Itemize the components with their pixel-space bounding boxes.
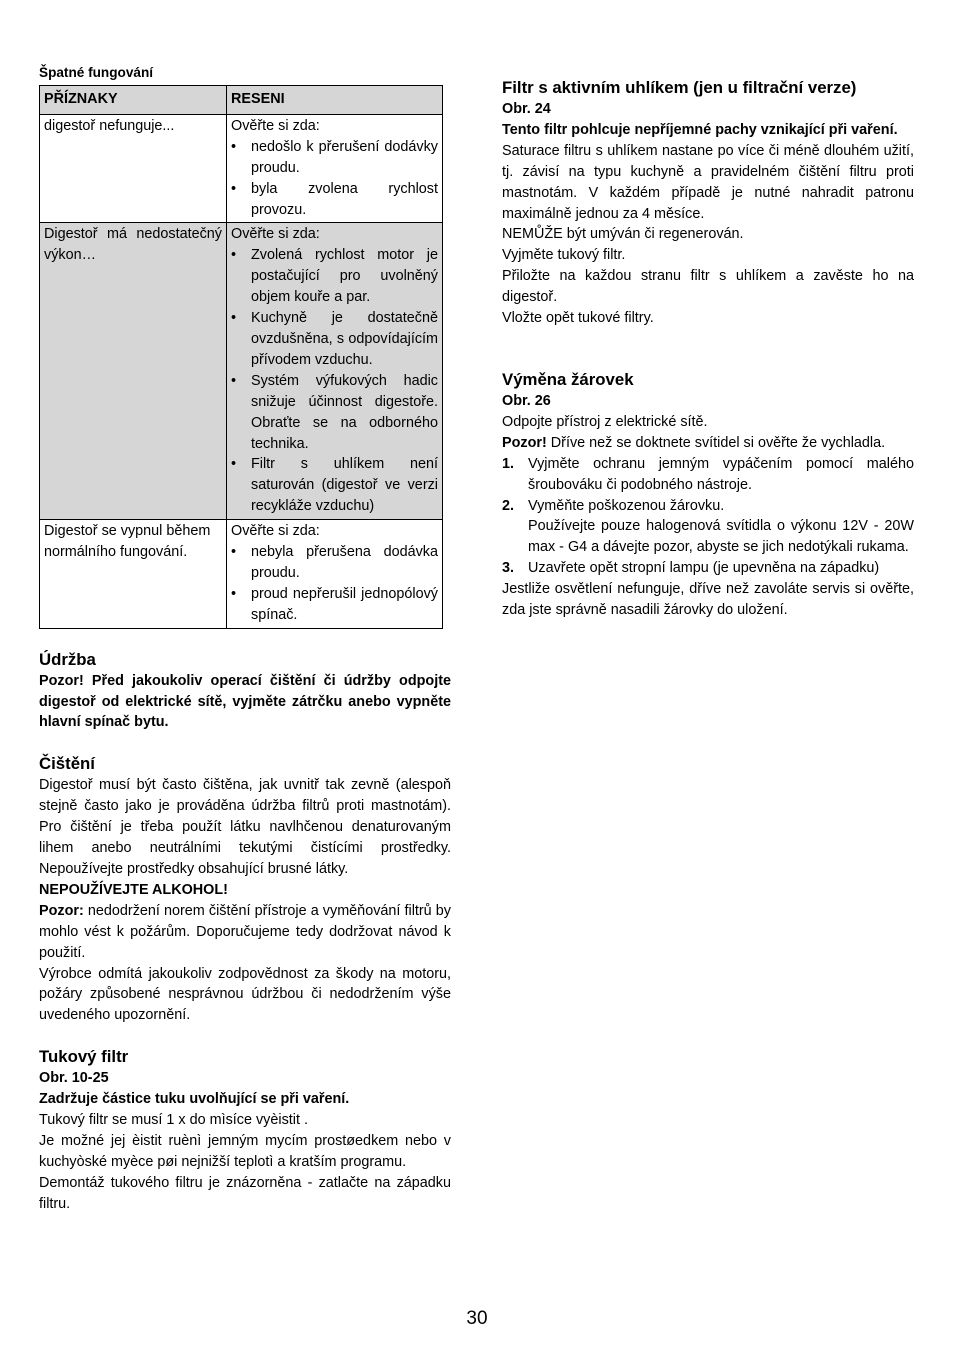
list-item: • byla zvolena rychlost provozu. [231,179,438,221]
solution-intro: Ověřte si zda: [231,117,320,134]
grease-filter-p3: Demontáž tukového filtru je znázorněna - zatlačte na západku filtru. [39,1174,451,1212]
solution-intro: Ověřte si zda: [231,523,320,540]
solution-cell [227,114,443,223]
table-header-row [40,85,443,114]
list-item: • proud nepřerušil jednopólový spínač. [231,584,438,626]
cleaning-caution [39,901,451,964]
bulbs-p1: Odpojte přístroj z elektrické sítě. [502,413,708,430]
step-extra: Používejte pouze halogenová svítidla o výkonu 12V - 20W max - G4 a dávejte pozor, abyste se jich nedotýkali rukama. [528,518,914,556]
list-item: • nebyla přerušena dodávka proudu. [231,542,438,584]
grease-filter-p1: Tukový filtr se musí 1 x do mìsíce vyèistit . [39,1112,308,1129]
list-item [502,558,914,579]
grease-filter-heading: Tukový filtr [39,1047,129,1067]
list-item [502,454,914,496]
solution-list [231,245,438,517]
maintenance-heading: Údržba [39,649,96,669]
bulbs-final: Jestliže osvětlení nefunguje, dříve než zavoláte servis si ověřte, zda jste správně nasadili žárovky do uložení. [502,581,914,619]
list-item: • Kuchyně je dostatečně ovzdušněna, s odpovídajícím přívodem vzduchu. [231,308,438,371]
carbon-filter-lead: Tento filtr pohlcuje nepříjemné pachy vznikající při vaření. [502,121,898,138]
carbon-filter-p1: Saturace filtru s uhlíkem nastane po více či méně dlouhém užití, tj. závisí na typu kuchyně a pravidelném čištění filtru proti mastnotám. V každém případě je nutné nahradit patronu maximálně jednou za 4 měsíce. [502,142,914,222]
solutions-header: RESENI [227,85,443,114]
table-row [40,520,443,629]
solution-list [231,542,438,626]
list-item: • Systém výfukových hadic snižuje účinnost digestoře. Obraťte se na odborného technika. [231,371,438,455]
table-row [40,223,443,520]
caution-label: Pozor: [39,902,84,919]
no-alcohol-warning: NEPOUŽÍVEJTE ALKOHOL! [39,881,228,898]
list-item: • nedošlo k přerušení dodávky proudu. [231,137,438,179]
solution-cell [227,520,443,629]
carbon-filter-heading: Filtr s aktivním uhlíkem (jen u filtrační verze) [502,78,857,97]
caution-text: Dříve než se doktnete svítidel si ověřte že vychladla. [546,434,886,451]
grease-filter-lead: Zadržuje částice tuku uvolňující se při vaření. [39,1091,350,1108]
grease-filter-p2: Je možné jej èistit ruènì jemným mycím prostøedkem nebo v kuchyòské myèce pøi nejnižší teplotì a kratším programu. [39,1132,451,1170]
list-item: • Zvolená rychlost motor je postačující pro uvolněný objem kouře a par. [231,245,438,308]
carbon-filter-p4: Přiložte na každou stranu filtr s uhlíkem a zavěste ho na digestoř. [502,268,914,306]
list-item [502,496,914,559]
bulbs-caution [502,433,914,454]
solution-intro: Ověřte si zda: [231,226,320,243]
solution-list [231,137,438,221]
bulbs-heading: Výměna žárovek [502,369,634,389]
cleaning-paragraph: Digestoř musí být často čištěna, jak uvnitř tak zevně (alespoň stejně často jako je prováděna údržba filtrů proti mastnotám). Pro čištění je třeba použít látku navlhčenou denaturovaným lihem anebo neutrálními tekutými čistícími prostředky. Nepoužívejte prostředky obsahující brusné látky. [39,777,451,877]
troubleshooting-title: Špatné fungování [39,65,154,80]
step-text: Vyjměte ochranu jemným vypáčením pomocí malého šroubováku či podobného nástroje. [528,455,914,493]
symptom-cell: Digestoř se vypnul během normálního fungování. [40,520,227,629]
grease-filter-fig: Obr. 10-25 [39,1070,109,1087]
caution-label: Pozor! [502,434,547,451]
symptom-cell: digestoř nefunguje... [40,114,227,223]
list-item: • Filtr s uhlíkem není saturován (digestoř ve verzi recykláže vzduchu) [231,454,438,517]
carbon-filter-fig: Obr. 24 [502,101,551,117]
solution-cell [227,223,443,520]
step-text: Uzavřete opět stropní lampu (je upevněna na západku) [528,560,880,577]
step-number: 1. [502,455,515,472]
bulbs-fig: Obr. 26 [502,392,551,409]
table-row [40,114,443,223]
carbon-filter-p2: NEMŮŽE být umýván či regenerován. [502,226,744,243]
cleaning-heading: Čištění [39,754,95,774]
caution-text: nedodržení norem čištění přístroje a vyměňování filtrů by mohlo vést k požárům. Doporučujeme tedy dodržovat návod k použití. [39,902,451,961]
bulbs-steps [502,454,914,579]
symptoms-header: PŘÍZNAKY [40,85,227,114]
cleaning-liability: Výrobce odmítá jakoukoliv zodpovědnost za škody na motoru, požáry způsobené nesprávnou údržbou či nedodržením výše uvedeného upozornění. [39,965,451,1024]
left-column [39,63,451,1215]
carbon-filter-p5: Vložte opět tukové filtry. [502,310,654,327]
maintenance-warning: Pozor! Před jakoukoliv operací čištění či údržby odpojte digestoř od elektrické sítě, vyjměte zátrčku anebo vypněte hlavní spínač bytu. [39,672,451,731]
step-number: 2. [502,497,515,514]
step-text: Vyměňte poškozenou žárovku. [528,497,725,514]
symptom-cell: Digestoř má nedostatečný výkon… [40,223,227,520]
step-number: 3. [502,560,515,577]
troubleshooting-table [39,85,443,629]
carbon-filter-p3: Vyjměte tukový filtr. [502,247,626,264]
page-number: 30 [466,1308,488,1329]
right-column [502,77,914,621]
